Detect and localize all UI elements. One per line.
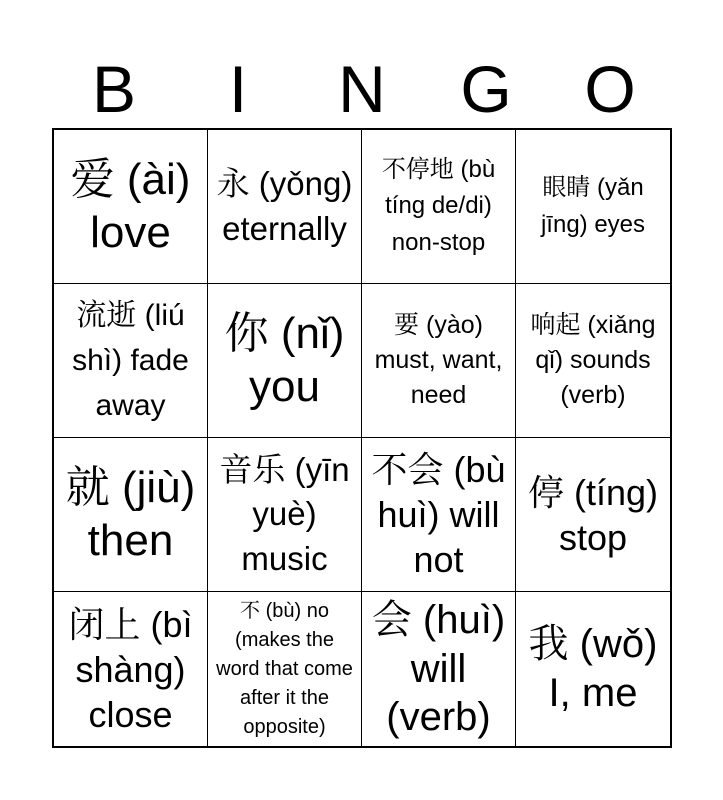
cell-text: 永 (yǒng) eternally [216,164,353,247]
cell-text: 眼睛 (yǎn jīng) eyes [540,174,646,238]
cell-text: 我 (wǒ) I, me [528,622,658,715]
header-letter-o: O [584,52,636,126]
cell-text: 不停地 (bù tíng de/di) non-stop [381,155,496,256]
bingo-header [52,50,672,128]
bingo-cell[interactable] [362,130,516,284]
header-letter-g: G [460,52,512,126]
bingo-cell[interactable] [362,284,516,438]
cell-text: 爱 (ài) love [70,154,191,257]
cell-text: 不 (bù) no (makes the word that come after it the opposite) [216,599,353,738]
bingo-cell[interactable] [516,438,670,592]
bingo-cell[interactable] [54,592,208,746]
bingo-cell[interactable] [362,592,516,746]
header-letter-b: B [91,52,137,126]
header-letter-i: I [228,52,248,126]
cell-text: 音乐 (yīn yuè) music [219,450,350,577]
cell-text: 要 (yào) must, want, need [374,311,503,409]
bingo-cell[interactable] [516,284,670,438]
bingo-cell[interactable] [54,438,208,592]
bingo-cell[interactable] [208,438,362,592]
bingo-cell[interactable] [208,592,362,746]
cell-text: 就 (jiù) then [65,462,196,565]
cell-text: 停 (tíng) stop [527,471,659,558]
cell-text: 不会 (bù huì) will not [371,449,506,580]
cell-text: 闭上 (bì shàng) close [68,603,193,735]
bingo-cell[interactable] [54,130,208,284]
bingo-cell[interactable] [208,130,362,284]
bingo-cell[interactable] [208,284,362,438]
bingo-cell[interactable] [516,592,670,746]
cell-text: 会 (huì) will (verb) [371,597,506,740]
header-letter-n: N [338,52,386,126]
cell-text: 你 (nǐ) you [224,308,345,411]
cell-text: 流逝 (liú shì) fade away [72,299,189,422]
cell-text: 响起 (xiǎng qǐ) sounds (verb) [530,311,656,409]
bingo-board [52,128,672,748]
bingo-cell[interactable] [54,284,208,438]
bingo-cell[interactable] [516,130,670,284]
bingo-cell[interactable] [362,438,516,592]
